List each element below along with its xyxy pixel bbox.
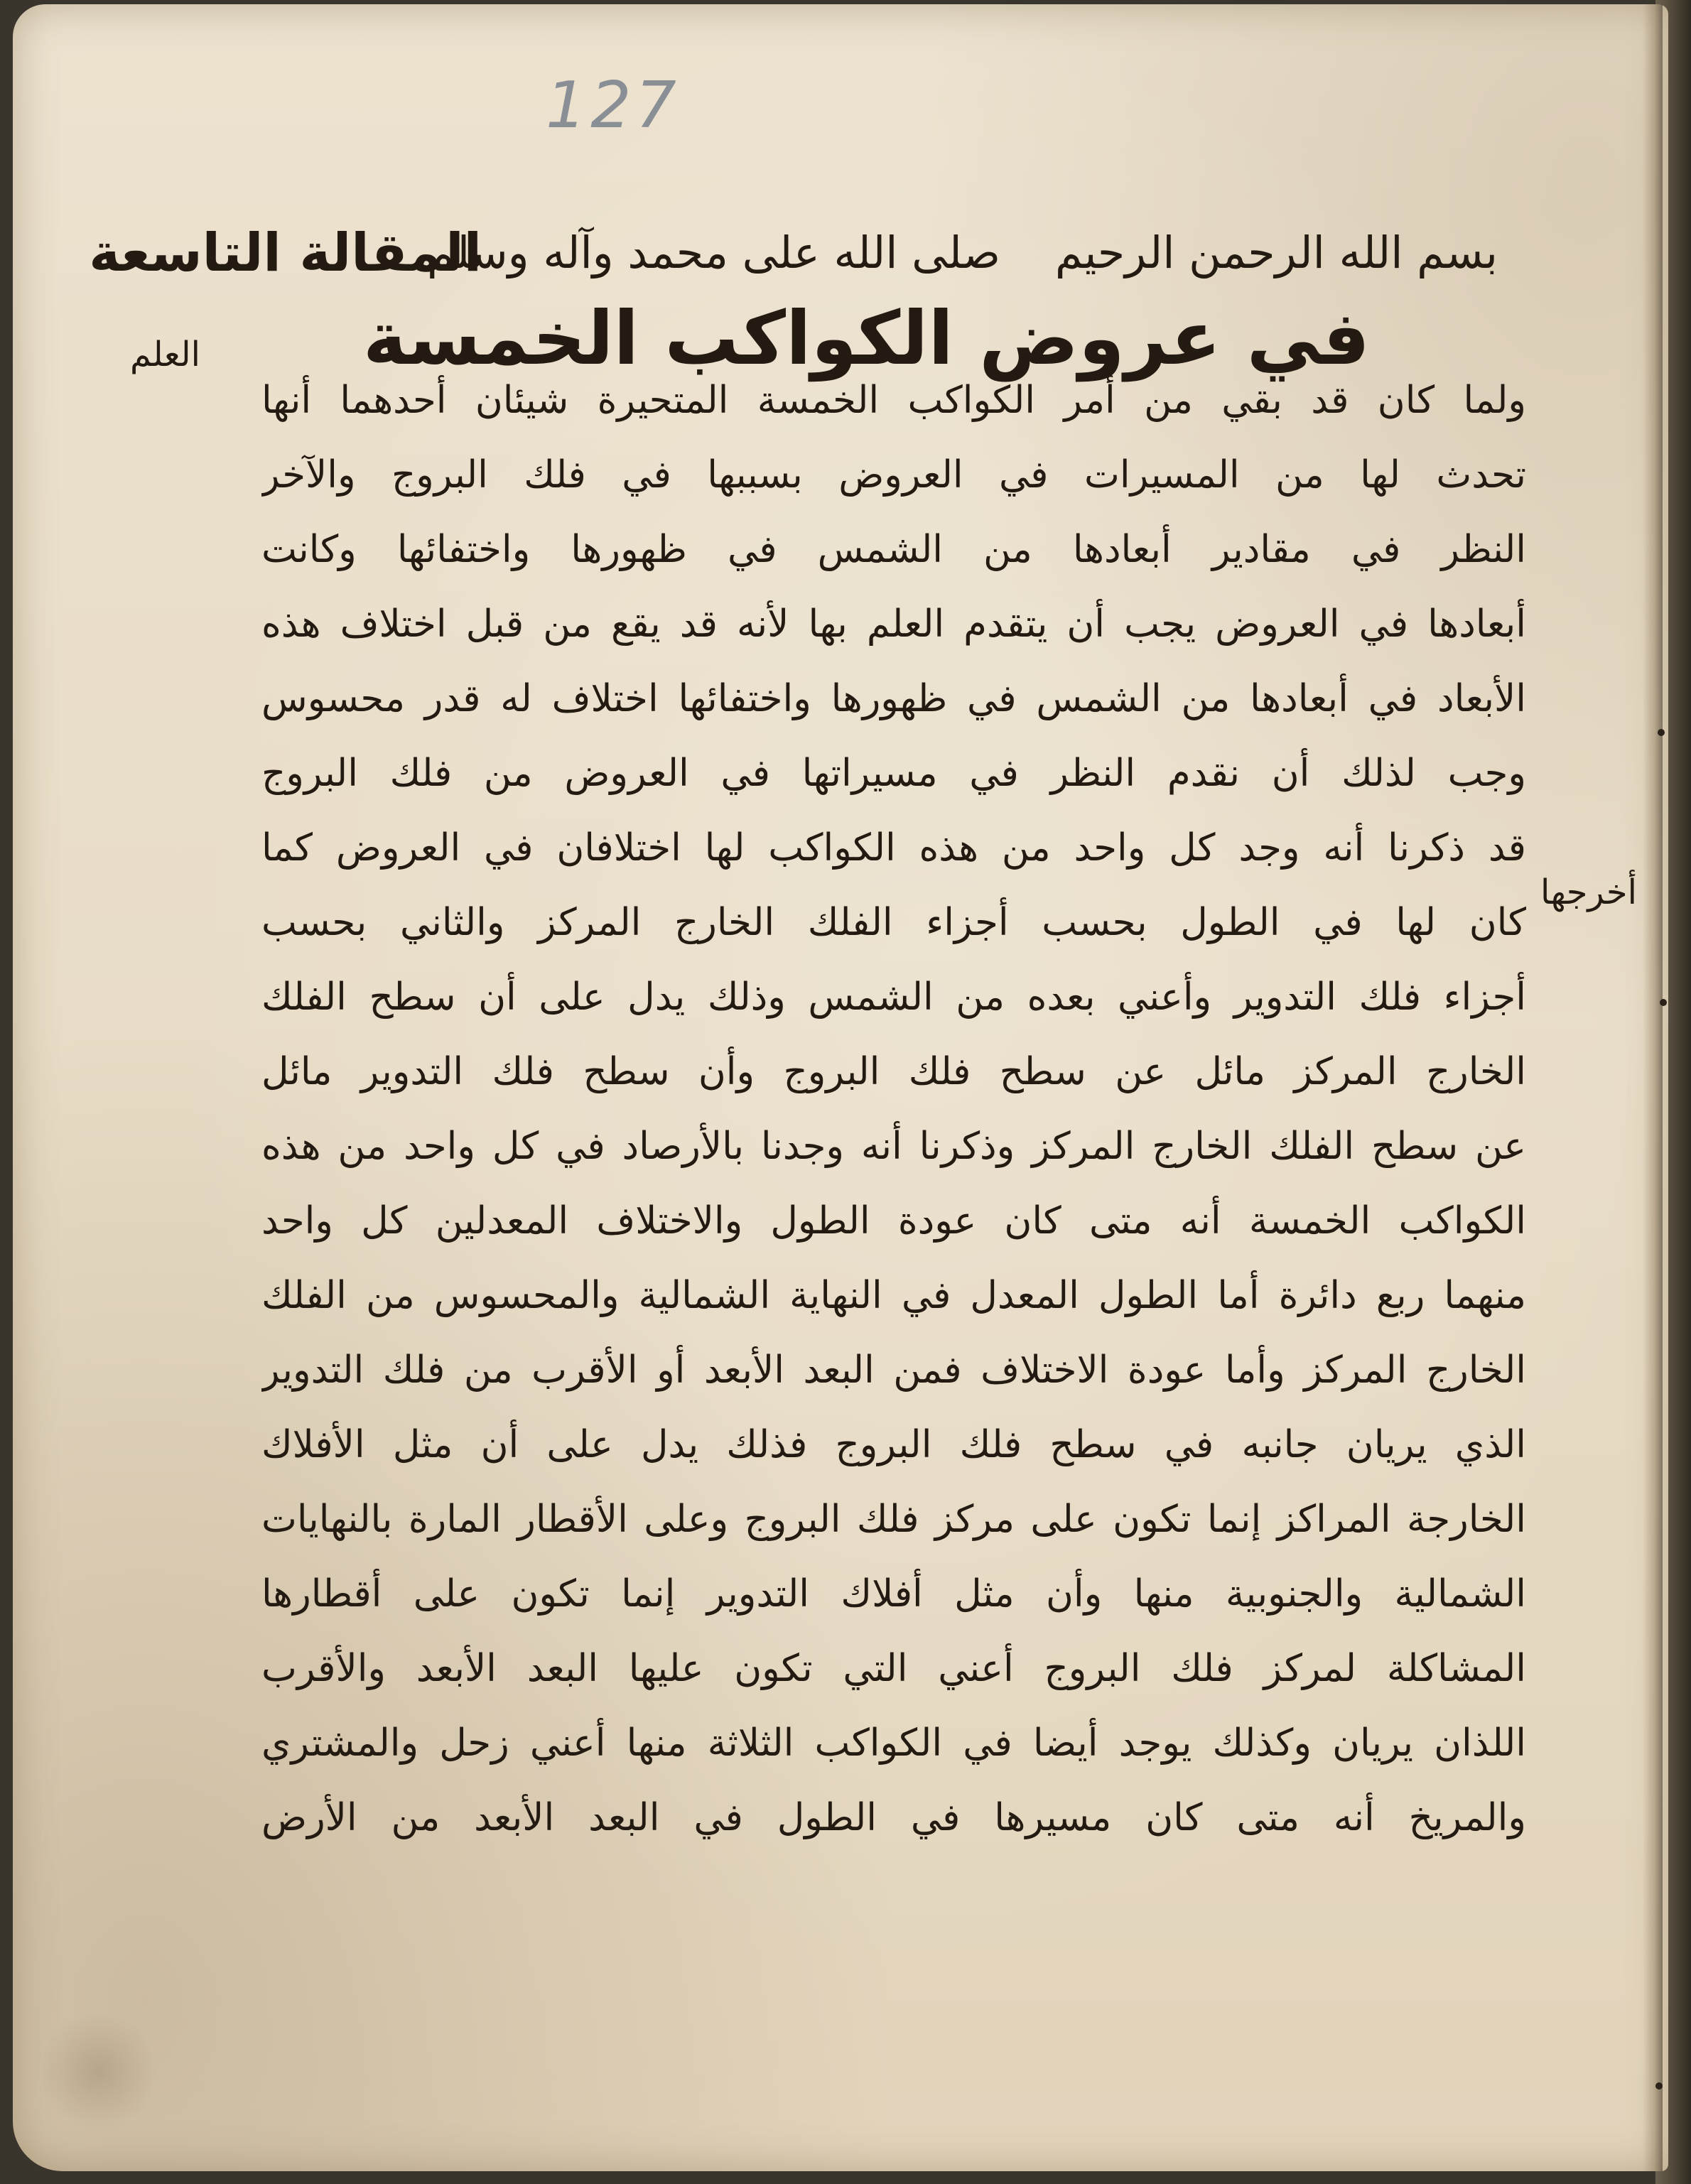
text-line: الشمالية والجنوبية منها وأن مثل أفلاك التدوير إنما تكون على أقطارها — [261, 1572, 1526, 1616]
text-line: الأبعاد في أبعادها من الشمس في ظهورها واختفائها اختلاف له قدر محسوس — [261, 677, 1526, 720]
text-line: كان لها في الطول بحسب أجزاء الفلك الخارج المركز والثاني بحسب — [261, 901, 1526, 944]
header-line — [89, 210, 1498, 296]
manuscript-page — [13, 4, 1668, 2171]
text-line: تحدث لها من المسيرات في العروض بسببها في فلك البروج والآخر — [261, 453, 1526, 497]
bismillah: بسم الله الرحمن الرحيم — [1054, 227, 1498, 279]
chapter-heading: المقالة التاسعة — [89, 222, 482, 283]
text-line: الخارج المركز مائل عن سطح فلك البروج وأن سطح فلك التدوير مائل — [261, 1050, 1526, 1093]
text-line: الخارجة المراكز إنما تكون على مركز فلك البروج وعلى الأقطار المارة بالنهايات — [261, 1498, 1526, 1541]
page-edge — [1643, 4, 1663, 2171]
section-title: في عروض الكواكب الخمسة — [362, 295, 1370, 382]
folio-number: 127 — [546, 68, 681, 143]
text-line: منهما ربع دائرة أما الطول المعدل في النهاية الشمالية والمحسوس من الفلك — [261, 1274, 1526, 1317]
paper-stain — [41, 2008, 155, 2136]
main-text — [261, 363, 1526, 1955]
text-line: المشاكلة لمركز فلك البروج أعني التي تكون عليها البعد الأبعد والأقرب — [261, 1647, 1526, 1690]
text-line: الذي يريان جانبه في سطح فلك البروج فذلك يدل على أن مثل الأفلاك — [261, 1423, 1526, 1466]
text-line: اللذان يريان وكذلك يوجد أيضا في الكواكب الثلاثة منها أعني زحل والمشتري — [261, 1721, 1526, 1765]
text-line: ولما كان قد بقي من أمر الكواكب الخمسة المتحيرة شيئان أحدهما أنها — [261, 379, 1526, 422]
text-line: والمريخ أنه متى كان مسيرها في الطول في البعد الأبعد من الأرض — [261, 1796, 1526, 1839]
ink-dot — [1660, 999, 1667, 1006]
margin-note-left: العلم — [130, 335, 200, 374]
margin-note-right: أخرجها — [1540, 872, 1637, 912]
text-line: أبعادها في العروض يجب أن يتقدم العلم بها لأنه قد يقع من قبل اختلاف هذه — [261, 602, 1526, 646]
text-line: أجزاء فلك التدوير وأعني بعده من الشمس وذلك يدل على أن سطح الفلك — [261, 975, 1526, 1019]
ink-dot — [1658, 729, 1665, 736]
text-line: وجب لذلك أن نقدم النظر في مسيراتها في العروض من فلك البروج — [261, 752, 1526, 795]
ink-dot — [1655, 2082, 1663, 2090]
text-line: قد ذكرنا أنه وجد كل واحد من هذه الكواكب لها اختلافان في العروض كما — [261, 826, 1526, 870]
salawat: صلى الله على محمد وآله وسلم — [426, 227, 1000, 279]
text-line: النظر في مقادير أبعادها من الشمس في ظهورها واختفائها وكانت — [261, 528, 1526, 571]
text-line: عن سطح الفلك الخارج المركز وذكرنا أنه وجدنا بالأرصاد في كل واحد من هذه — [261, 1125, 1526, 1168]
text-line: الخارج المركز وأما عودة الاختلاف فمن البعد الأبعد أو الأقرب من فلك التدوير — [261, 1348, 1526, 1392]
text-line: الكواكب الخمسة أنه متى كان عودة الطول والاختلاف المعدلين كل واحد — [261, 1199, 1526, 1243]
